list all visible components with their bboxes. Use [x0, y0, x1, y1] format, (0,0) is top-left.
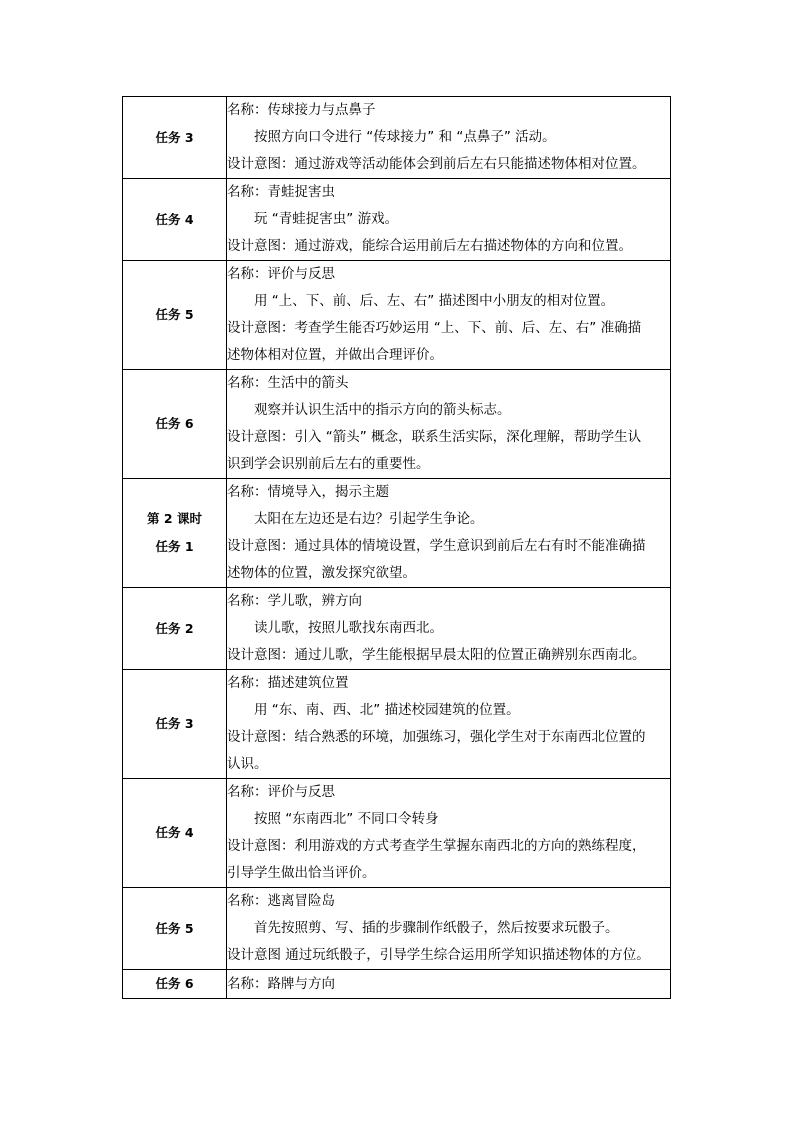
task-design-intent: 认识。	[227, 756, 268, 772]
task-label: 任务 6	[155, 976, 194, 991]
task-activity: 按照 “东南西北” 不同口令转身	[254, 811, 439, 827]
task-table-body	[123, 97, 671, 999]
task-label-cell	[123, 97, 227, 179]
task-row	[123, 970, 671, 999]
task-content-cell	[227, 970, 671, 999]
task-label-cell	[123, 670, 227, 779]
task-design-intent: 设计意图：结合熟悉的环境，加强练习，强化学生对于东南西北位置的	[227, 729, 646, 745]
task-row	[123, 888, 671, 970]
task-label: 任务 4	[155, 211, 194, 227]
task-content-cell	[227, 97, 671, 179]
task-name: 名称：传球接力与点鼻子	[227, 102, 376, 118]
task-label: 任务 6	[155, 416, 194, 431]
task-label: 第 2 课时	[147, 511, 202, 526]
task-row	[123, 779, 671, 888]
task-activity: 读儿歌，按照儿歌找东南西北。	[254, 620, 443, 636]
task-content-cell	[227, 479, 671, 588]
task-label-cell	[123, 588, 227, 670]
task-table	[122, 96, 671, 999]
task-label-cell	[123, 179, 227, 261]
task-design-intent: 设计意图：考查学生能否巧妙运用 “上、下、前、后、左、右” 准确描	[227, 320, 642, 336]
task-design-intent: 设计意图：通过具体的情境设置，学生意识到前后左右有时不能准确描	[227, 538, 646, 554]
task-name: 名称：生活中的箭头	[227, 375, 349, 391]
task-design-intent: 设计意图：利用游戏的方式考查学生掌握东南西北的方向的熟练程度，	[227, 838, 646, 854]
task-row	[123, 370, 671, 479]
task-content-cell	[227, 888, 671, 970]
task-label: 任务 5	[155, 920, 194, 936]
task-name: 名称：情境导入，揭示主题	[227, 484, 389, 500]
task-content-cell	[227, 179, 671, 261]
task-content-cell	[227, 261, 671, 370]
task-name: 名称：评价与反思	[227, 266, 335, 282]
task-name: 名称：逃离冒险岛	[227, 893, 335, 909]
task-row	[123, 670, 671, 779]
task-name: 名称：路牌与方向	[227, 975, 335, 992]
task-design-intent: 设计意图：通过儿歌，学生能根据早晨太阳的位置正确辨别东西南北。	[227, 647, 646, 663]
task-label: 任务 5	[155, 307, 194, 322]
task-design-intent: 述物体相对位置，并做出合理评价。	[227, 347, 443, 363]
task-content-cell	[227, 670, 671, 779]
task-label-cell	[123, 479, 227, 588]
task-name: 名称：学儿歌，辨方向	[227, 593, 362, 609]
task-design-intent: 设计意图：通过游戏等活动能体会到前后左右只能描述物体相对位置。	[227, 156, 646, 172]
task-label-cell	[123, 370, 227, 479]
task-activity: 用 “上、下、前、后、左、右” 描述图中小朋友的相对位置。	[254, 293, 615, 309]
task-label-cell	[123, 970, 227, 999]
task-activity: 观察并认识生活中的指示方向的箭头标志。	[254, 402, 511, 418]
task-row	[123, 479, 671, 588]
task-design-intent: 设计意图：引入 “箭头” 概念，联系生活实际，深化理解，帮助学生认	[227, 429, 642, 445]
task-activity: 按照方向口令进行 “传球接力” 和 “点鼻子” 活动。	[254, 129, 556, 145]
task-label: 任务 2	[155, 620, 194, 636]
task-label-cell	[123, 261, 227, 370]
task-activity: 玩 “青蛙捉害虫” 游戏。	[254, 211, 399, 227]
task-activity: 太阳在左边还是右边？引起学生争论。	[254, 511, 484, 527]
task-activity: 首先按照剪、写、插的步骤制作纸骰子，然后按要求玩骰子。	[254, 920, 619, 936]
task-design-intent: 引导学生做出恰当评价。	[227, 865, 376, 881]
task-design-intent: 识到学会识别前后左右的重要性。	[227, 456, 430, 472]
task-design-intent: 述物体的位置，激发探究欲望。	[227, 565, 416, 581]
task-content-cell	[227, 779, 671, 888]
task-label: 任务 4	[155, 825, 194, 840]
task-name: 名称：描述建筑位置	[227, 675, 349, 691]
task-row	[123, 97, 671, 179]
task-design-intent: 设计意图 通过玩纸骰子，引导学生综合运用所学知识描述物体的方位。	[227, 947, 650, 963]
task-row	[123, 588, 671, 670]
task-design-intent: 设计意图：通过游戏，能综合运用前后左右描述物体的方向和位置。	[227, 238, 632, 254]
task-label-cell	[123, 888, 227, 970]
task-label: 任务 1	[155, 539, 194, 554]
task-name: 名称：青蛙捉害虫	[227, 184, 335, 200]
task-row	[123, 179, 671, 261]
task-activity: 用 “东、南、西、北” 描述校园建筑的位置。	[254, 702, 520, 718]
task-label-cell	[123, 779, 227, 888]
task-name: 名称：评价与反思	[227, 784, 335, 800]
task-content-cell	[227, 370, 671, 479]
task-content-cell	[227, 588, 671, 670]
task-label: 任务 3	[155, 129, 194, 145]
task-label: 任务 3	[155, 716, 194, 731]
task-row	[123, 261, 671, 370]
